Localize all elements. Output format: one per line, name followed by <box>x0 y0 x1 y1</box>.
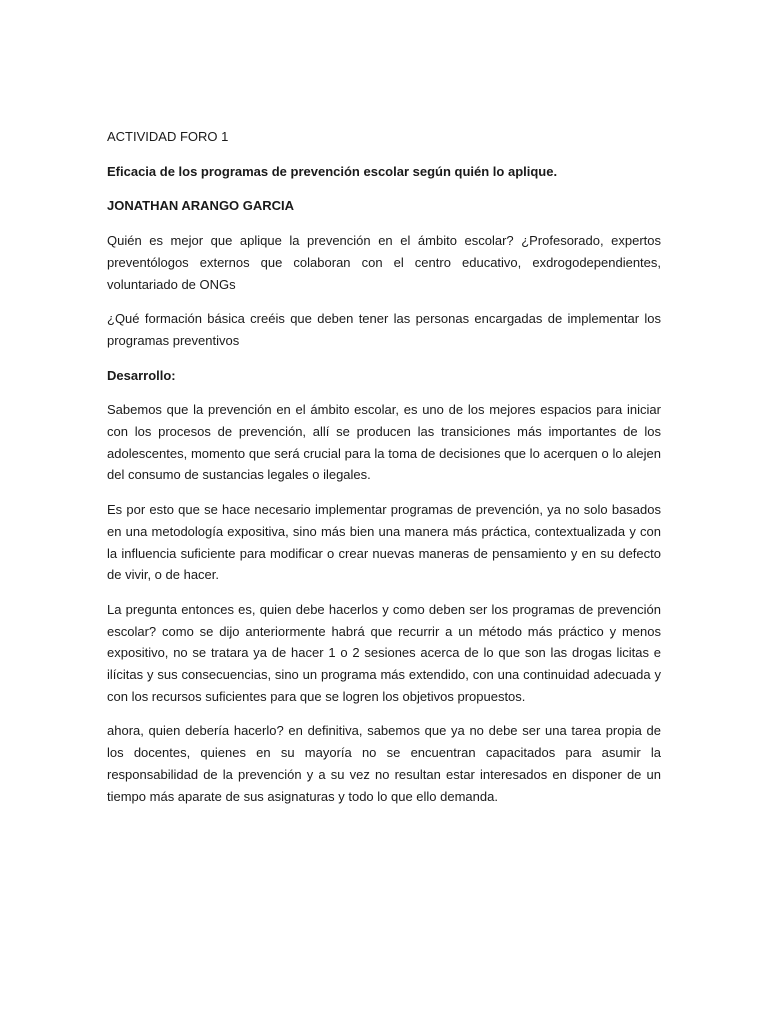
body-paragraph: Sabemos que la prevención en el ámbito escolar, es uno de los mejores espacios para iniciar con los procesos de prevención, allí se producen las transiciones más importantes de los adolescentes, momento que será crucial para la toma de decisiones que lo acerquen o lo alejen del consumo de sustancias legales o ilegales. <box>107 402 661 483</box>
section-heading: Desarrollo: <box>107 367 176 383</box>
document-page <box>107 126 661 820</box>
body-paragraph: La pregunta entonces es, quien debe hacerlos y como deben ser los programas de prevención escolar? como se dijo anteriormente habrá que recurrir a un método más práctico y menos expositivo, no se tratara ya de hacer 1 o 2 sesiones acerca de lo que son las drogas licitas e ilícitas y sus consecuencias, sino un programa más extendido, con una continuidad adecuada y con los recursos suficientes para que se logren los objetivos propuestos. <box>107 601 661 704</box>
activity-label: ACTIVIDAD FORO 1 <box>107 129 229 144</box>
body-paragraph: Es por esto que se hace necesario implementar programas de prevención, ya no solo basados en una metodología expositiva, sino más bien una manera más práctica, contextualizada y con la influencia suficiente para modificar o crear nuevas maneras de pensamiento y en su defecto de vivir, o de hacer. <box>107 502 661 583</box>
question-1: Quién es mejor que aplique la prevención en el ámbito escolar? ¿Profesorado, expertos preventólogos externos que colaboran con el centro educativo, exdrogodependientes, voluntariado de ONGs <box>107 233 661 292</box>
question-2: ¿Qué formación básica creéis que deben tener las personas encargadas de implementar los programas preventivos <box>107 311 661 348</box>
body-paragraph: ahora, quien debería hacerlo? en definitiva, sabemos que ya no debe ser una tarea propia de los docentes, quienes en su mayoría no se encuentran capacitados para asumir la responsabilidad de la prevención y a su vez no resultan estar interesados en disponer de un tiempo más aparate de sus asignaturas y todo lo que ello demanda. <box>107 723 661 804</box>
document-title: Eficacia de los programas de prevención escolar según quién lo aplique. <box>107 163 558 179</box>
author-name: JONATHAN ARANGO GARCIA <box>107 198 295 214</box>
